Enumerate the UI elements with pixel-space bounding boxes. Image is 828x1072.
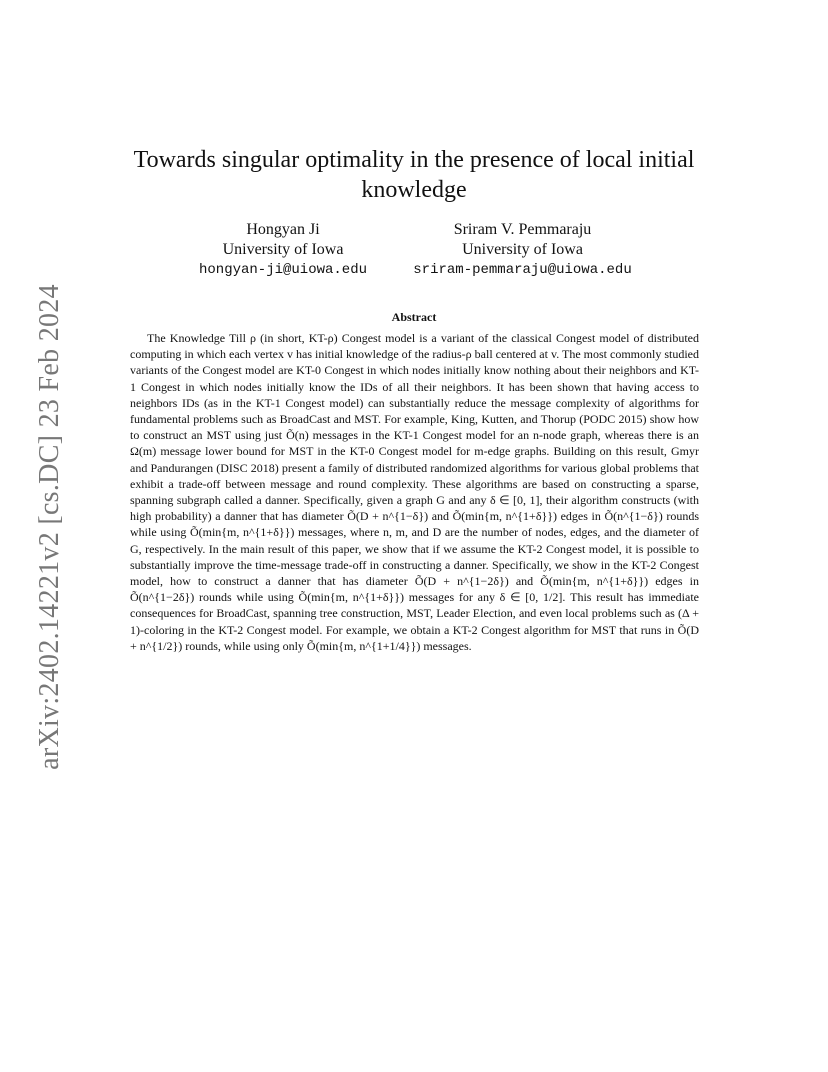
arxiv-identifier: arXiv:2402.14221v2 [cs.DC] 23 Feb 2024	[34, 284, 65, 770]
author-email: hongyan-ji@uiowa.edu	[198, 262, 368, 278]
author-affiliation: University of Iowa	[462, 241, 583, 258]
abstract-heading: Abstract	[391, 310, 437, 324]
author-email: sriram-pemmaraju@uiowa.edu	[413, 262, 632, 278]
author-affiliation: University of Iowa	[222, 241, 344, 258]
abstract-body: The Knowledge Till ρ (in short, KT-ρ) Congest model is a variant of the classical Congest model of distributed computing in which each vertex v has initial knowledge of the radius-ρ ball centered at v. The most commonly studied variants of the Congest model are KT-0 Congest in which nodes initially know nothing about their neighbors and KT-1 Congest in which nodes initially know the IDs of all their neighbors. It has been shown that having access to neighbors IDs (as in the KT-1 Congest model) can substantially reduce the message complexity of algorithms for fundamental problems such as BroadCast and MST. For example, King, Kutten, and Thorup (PODC 2015) show how to construct an MST using just Õ(n) messages in the KT-1 Congest model for an n-node graph, whereas there is an Ω(m) message lower bound for MST in the KT-0 Congest model for m-edge graphs. Building on this result, Gmyr and Pandurangen (DISC 2018) present a family of distributed randomized algorithms for various global problems that exhibit a trade-off between message and round complexity. These algorithms are based on constructing a sparse, spanning subgraph called a danner. Specifically, given a graph G and any δ ∈ [0, 1], their algorithm constructs (with high probability) a danner that has diameter Õ(D + n^{1−δ}) and Õ(min{m, n^{1+δ}}) edges in Õ(n^{1−δ}) rounds while using Õ(min{m, n^{1+δ}}) messages, where n, m, and D are the number of nodes, edges, and the diameter of G, respectively. In the main result of this paper, we show that if we assume the KT-2 Congest model, it is possible to substantially improve the time-message trade-off in constructing a danner. Specifically, we show in the KT-2 Congest model, how to construct a danner that has diameter Õ(D + n^{1−2δ}) and Õ(min{m, n^{1+δ}}) edges in Õ(n^{1−2δ}) rounds while using Õ(min{m, n^{1+δ}}) messages for any δ ∈ [0, 1/2]. This result has immediate consequences for BroadCast, spanning tree construction, MST, Leader Election, and even local problems such as (Δ + 1)-coloring in the KT-2 Congest model. For example, we obtain a KT-2 Congest algorithm for MST that runs in Õ(D + n^{1/2}) rounds, while using only Õ(min{m, n^{1+1/4}}) messages.	[130, 331, 699, 653]
author-block-2	[405, 220, 640, 280]
paper-title: Towards singular optimality in the presence of local initial knowledge	[133, 147, 695, 203]
author-name: Hongyan Ji	[246, 221, 320, 238]
author-name: Sriram V. Pemmaraju	[453, 221, 592, 238]
author-block-1	[183, 220, 383, 280]
